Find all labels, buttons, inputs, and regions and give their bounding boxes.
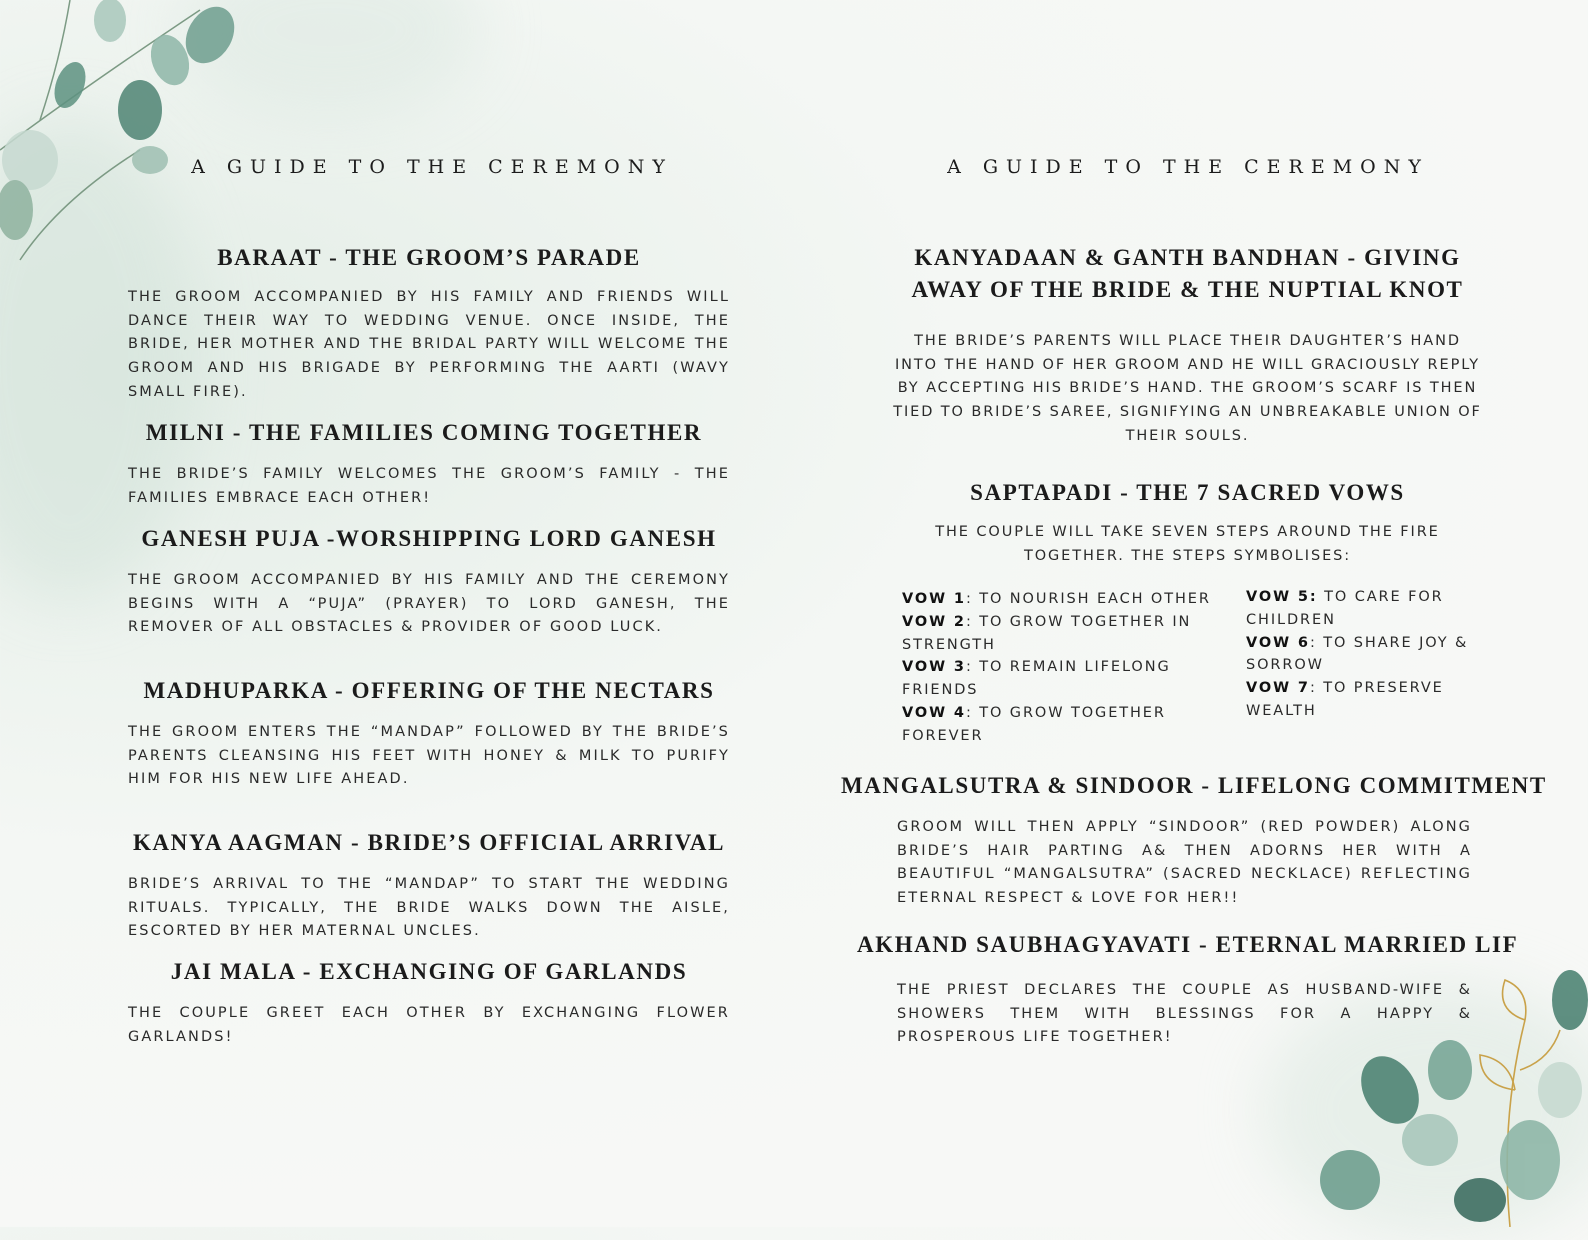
vow-item <box>1246 632 1486 678</box>
vow-text: : TO GROW TOGETHER FOREVER <box>902 704 1166 744</box>
section-title: MADHUPARKA - OFFERING OF THE NECTARS <box>143 678 715 703</box>
section-madhuparka <box>128 675 730 792</box>
vow-item <box>1246 677 1486 723</box>
section-title-line2: AWAY OF THE BRIDE & THE NUPTIAL KNOT <box>911 277 1464 302</box>
section-title-line1: KANYADAAN & GANTH BANDHAN - GIVING <box>914 245 1461 270</box>
vow-text: : TO NOURISH EACH OTHER <box>965 591 1211 607</box>
section-body: THE PRIEST DECLARES THE COUPLE AS HUSBAND-WIFE & SHOWERS THEM WITH BLESSINGS FOR A HAPPY & PROSPEROUS LIFE TOGETHER! <box>897 982 1472 1046</box>
vow-label: VOW 6 <box>1246 634 1310 651</box>
section-baraat <box>128 242 730 405</box>
section-title: MILNI - THE FAMILIES COMING TOGETHER <box>145 420 703 445</box>
vow-text: : TO GROW TOGETHER IN STRENGTH <box>902 613 1192 653</box>
section-akhand-saubhagyavati <box>857 929 1519 1050</box>
section-body: THE GROOM ACCOMPANIED BY HIS FAMILY AND THE CEREMONY BEGINS WITH A “PUJA” (PRAYER) TO LORD GANESH, THE REMOVER OF ALL OBSTACLES & PROVIDER OF GOOD LUCK. <box>128 572 730 636</box>
vow-item <box>902 656 1232 702</box>
vow-text: : TO PRESERVE WEALTH <box>1246 680 1444 719</box>
section-title: GANESH PUJA -WORSHIPPING LORD GANESH <box>141 526 717 551</box>
vow-item <box>902 611 1232 657</box>
section-kanya-aagman <box>128 827 730 944</box>
vow-item <box>902 702 1232 748</box>
vow-text: : TO SHARE JOY & SORROW <box>1246 634 1469 674</box>
vow-label: VOW 7 <box>1246 680 1310 697</box>
section-body: THE GROOM ENTERS THE “MANDAP” FOLLOWED BY THE BRIDE’S PARENTS CLEANSING HIS FEET WITH HONEY & MILK TO PURIFY HIM FOR HIS NEW LIFE AHEAD. <box>128 724 730 788</box>
vow-label: VOW 4 <box>902 704 966 721</box>
section-body: BRIDE’S ARRIVAL TO THE “MANDAP” TO START THE WEDDING RITUALS. TYPICALLY, THE BRIDE WALKS DOWN THE AISLE, ESCORTED BY HER MATERNAL UNCLES. <box>128 876 730 940</box>
section-milni <box>128 417 730 510</box>
section-body: THE GROOM ACCOMPANIED BY HIS FAMILY AND FRIENDS WILL DANCE THEIR WAY TO WEDDING VENUE. ONCE INSIDE, THE BRIDE, HER MOTHER AND THE BRIDAL PARTY WILL WELCOME THE GROOM AND HIS BRIGADE BY PERFORMING THE AARTI (WAVY SMALL FIRE). <box>128 289 730 400</box>
section-ganesh-puja <box>128 523 730 640</box>
section-body: THE COUPLE WILL TAKE SEVEN STEPS AROUND THE FIRE TOGETHER. THE STEPS SYMBOLISES: <box>935 524 1440 564</box>
section-jai-mala <box>128 956 730 1049</box>
vow-label: VOW 2 <box>902 613 966 630</box>
vow-label: VOW 3 <box>902 659 966 676</box>
section-title: AKHAND SAUBHAGYAVATI - ETERNAL MARRIED LIF <box>857 932 1519 957</box>
section-body: THE BRIDE’S PARENTS WILL PLACE THEIR DAUGHTER’S HAND INTO THE HAND OF HER GROOM AND HE WILL GRACIOUSLY REPLY BY ACCEPTING HIS BRIDE’S HAND. THE GROOM’S SCARF IS THEN TIED TO BRIDE’S SAREE, SIGNIFYING AN UNBREAKABLE UNION OF THEIR SOULS. <box>893 333 1482 444</box>
vow-label: VOW 5: <box>1246 589 1318 605</box>
section-kanyadaan <box>890 242 1485 449</box>
vow-label: VOW 1 <box>902 591 966 607</box>
section-title: SAPTAPADI - THE 7 SACRED VOWS <box>970 480 1405 505</box>
right-page-heading: A GUIDE TO THE CEREMONY <box>947 156 1429 178</box>
section-title: BARAAT - THE GROOM’S PARADE <box>217 245 641 270</box>
vow-text: : TO REMAIN LIFELONG FRIENDS <box>902 659 1171 699</box>
vow-item <box>902 588 1232 611</box>
section-title: MANGALSUTRA & SINDOOR - LIFELONG COMMITMENT <box>841 773 1547 798</box>
left-page-heading: A GUIDE TO THE CEREMONY <box>191 156 673 178</box>
vows-list-left <box>902 588 1232 748</box>
section-body: THE COUPLE GREET EACH OTHER BY EXCHANGING FLOWER GARLANDS! <box>128 1005 730 1045</box>
section-body: GROOM WILL THEN APPLY “SINDOOR” (RED POWDER) ALONG BRIDE’S HAIR PARTING A& THEN ADORNS HER WITH A BEAUTIFUL “MANGALSUTRA” (SACRED NECKLACE) REFLECTING ETERNAL RESPECT & LOVE FOR HER!! <box>897 819 1472 907</box>
section-title: JAI MALA - EXCHANGING OF GARLANDS <box>170 959 688 984</box>
section-body: THE BRIDE’S FAMILY WELCOMES THE GROOM’S FAMILY - THE FAMILIES EMBRACE EACH OTHER! <box>128 466 730 506</box>
section-title: KANYA AAGMAN - BRIDE’S OFFICIAL ARRIVAL <box>132 830 726 855</box>
vows-list-right <box>1246 586 1486 723</box>
vow-text: TO CARE FOR CHILDREN <box>1246 589 1444 628</box>
section-saptapadi <box>900 477 1475 568</box>
vow-item <box>1246 586 1486 632</box>
section-mangalsutra <box>841 770 1547 911</box>
